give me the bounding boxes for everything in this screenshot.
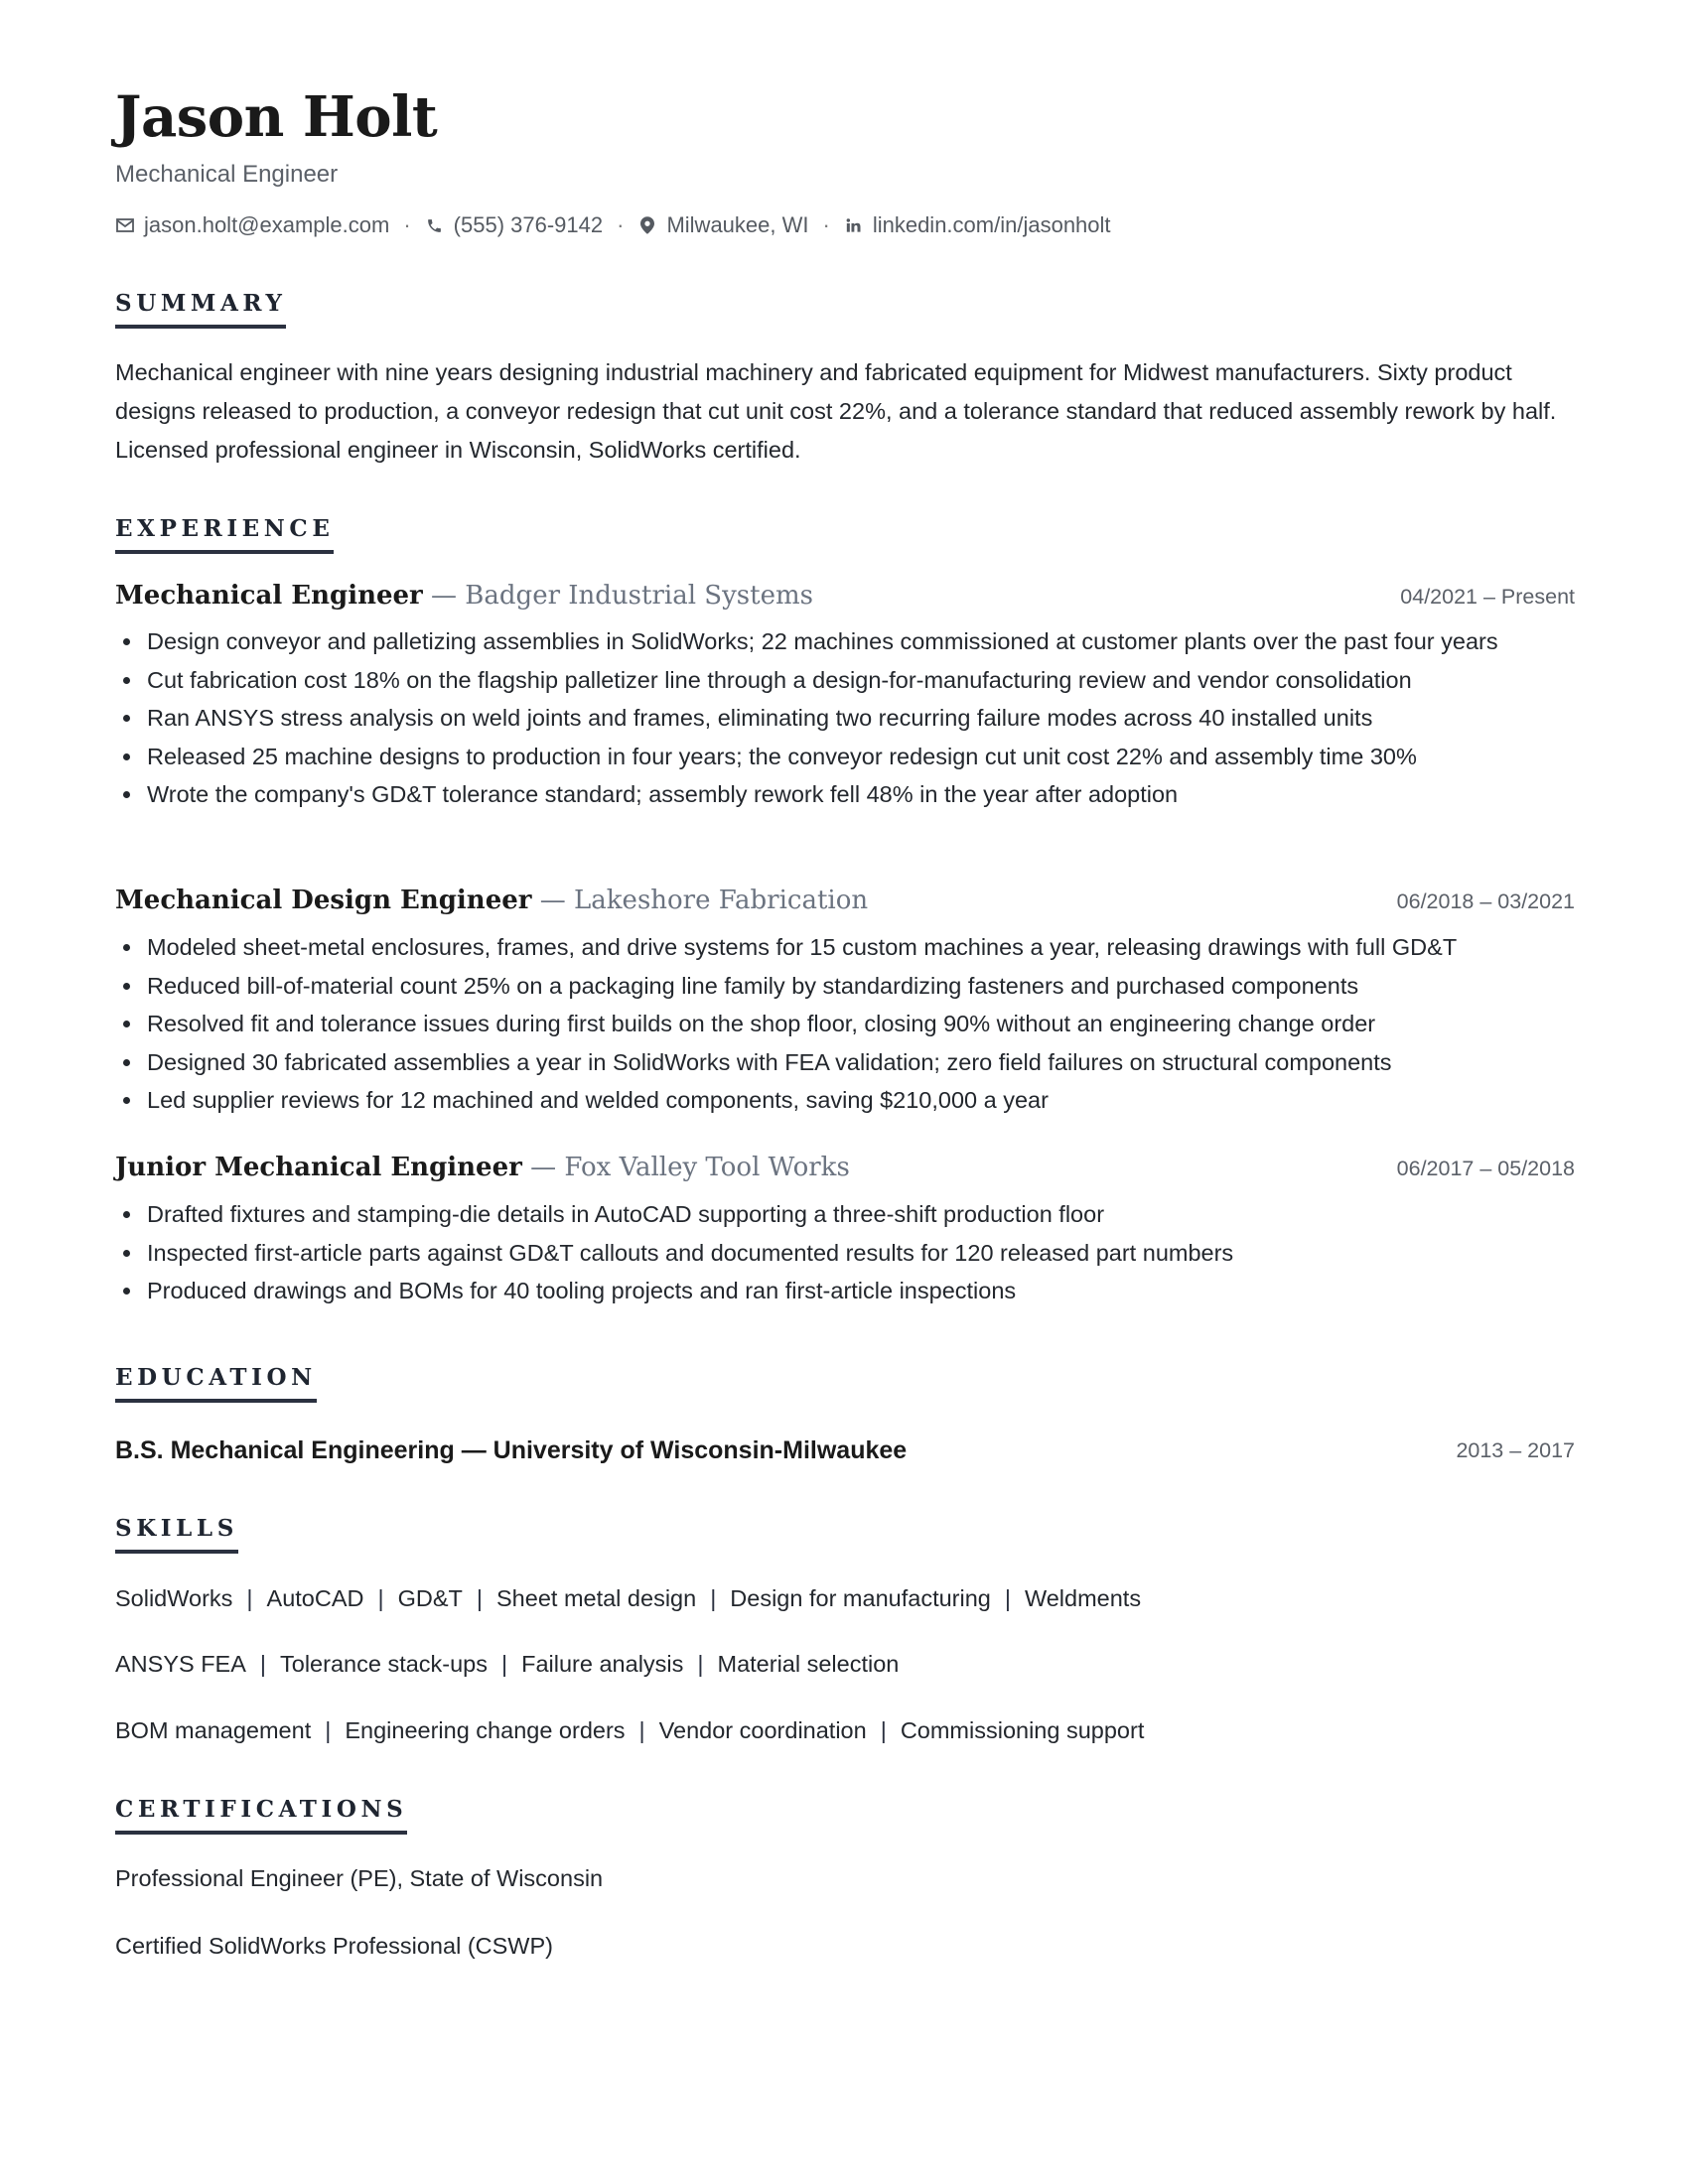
job-dates: 06/2017 – 05/2018 xyxy=(1396,1157,1575,1180)
skill-separator: | xyxy=(638,1717,645,1743)
job-dates: 04/2021 – Present xyxy=(1400,585,1575,609)
location-pin-icon xyxy=(637,215,657,235)
summary-text: Mechanical engineer with nine years designing industrial machinery and fabricated equipment for Midwest manufacturers. Sixty product designs released to production, a conveyor redesign that cut unit cost 22%, and a tolerance standard that reduced assembly rework by half. Licensed professional engineer in Wisconsin, SolidWorks certified. xyxy=(115,359,1557,463)
job-title: Mechanical Design Engineer xyxy=(115,886,532,915)
education-degree: B.S. Mechanical Engineering — University of Wisconsin-Milwaukee xyxy=(115,1436,908,1464)
job-company: — Lakeshore Fabrication xyxy=(531,886,869,915)
job-title: Junior Mechanical Engineer xyxy=(115,1153,522,1182)
contact-separator: · xyxy=(822,212,830,237)
education-entry xyxy=(115,1433,1575,1468)
job-dates: 06/2018 – 03/2021 xyxy=(1396,889,1575,913)
section-title-education: EDUCATION xyxy=(115,1363,317,1403)
contact-bar xyxy=(115,210,1111,240)
contact-separator: · xyxy=(617,212,625,237)
skills-row xyxy=(115,1647,899,1681)
skills-row xyxy=(115,1713,1144,1747)
job-bullets xyxy=(115,622,1607,814)
job-header xyxy=(115,883,1575,918)
skill-item: Commissioning support xyxy=(900,1717,1145,1743)
job-company: — Badger Industrial Systems xyxy=(422,581,813,611)
contact-separator: · xyxy=(403,212,411,237)
contact-email[interactable] xyxy=(115,210,389,240)
list-item: Resolved fit and tolerance issues during first builds on the shop floor, closing 90% without an engineering change order xyxy=(147,1005,1607,1043)
certification-item: Certified SolidWorks Professional (CSWP) xyxy=(115,1933,553,1959)
skill-item: Failure analysis xyxy=(521,1651,684,1677)
skills-row xyxy=(115,1581,1141,1615)
list-item: Cut fabrication cost 18% on the flagship palletizer line through a design-for-manufacturing review and vendor consolidation xyxy=(147,661,1607,700)
skill-separator: | xyxy=(259,1651,267,1677)
list-item: Reduced bill-of-material count 25% on a packaging line family by standardizing fasteners and purchased components xyxy=(147,967,1607,1006)
skill-item: Vendor coordination xyxy=(658,1717,867,1743)
email-text[interactable]: jason.holt@example.com xyxy=(144,212,390,237)
skill-separator: | xyxy=(880,1717,887,1743)
list-item: Designed 30 fabricated assemblies a year in SolidWorks with FEA validation; zero field failures on structural components xyxy=(147,1043,1607,1082)
list-item: Inspected first-article parts against GD&T callouts and documented results for 120 released part numbers xyxy=(147,1234,1607,1273)
skill-item: ANSYS FEA xyxy=(115,1651,246,1677)
list-item: Drafted fixtures and stamping-die details in AutoCAD supporting a three-shift production floor xyxy=(147,1195,1607,1234)
candidate-name: Jason Holt xyxy=(115,84,438,150)
skill-item: SolidWorks xyxy=(115,1585,233,1611)
contact-linkedin[interactable] xyxy=(844,210,1111,240)
location-text: Milwaukee, WI xyxy=(666,212,809,237)
list-item: Led supplier reviews for 12 machined and welded components, saving $210,000 a year xyxy=(147,1081,1607,1120)
skill-item: Tolerance stack-ups xyxy=(280,1651,489,1677)
skill-separator: | xyxy=(697,1651,704,1677)
list-item: Produced drawings and BOMs for 40 tooling projects and ran first-article inspections xyxy=(147,1272,1607,1310)
job-header xyxy=(115,1150,1575,1185)
job-company: — Fox Valley Tool Works xyxy=(521,1153,850,1182)
list-item: Modeled sheet-metal enclosures, frames, and drive systems for 15 custom machines a year, releasing drawings with full GD&T xyxy=(147,928,1607,967)
skill-separator: | xyxy=(710,1585,717,1611)
skill-item: BOM management xyxy=(115,1717,312,1743)
contact-location xyxy=(637,210,808,240)
skill-item: Sheet metal design xyxy=(496,1585,697,1611)
skill-item: Weldments xyxy=(1024,1585,1142,1611)
skill-item: GD&T xyxy=(397,1585,463,1611)
skill-separator: | xyxy=(1004,1585,1011,1611)
skill-separator: | xyxy=(325,1717,332,1743)
contact-phone[interactable] xyxy=(425,210,603,240)
section-title-summary: SUMMARY xyxy=(115,289,286,329)
section-title-skills: SKILLS xyxy=(115,1514,238,1554)
skill-item: Design for manufacturing xyxy=(730,1585,991,1611)
skill-separator: | xyxy=(476,1585,483,1611)
certification-item: Professional Engineer (PE), State of Wisconsin xyxy=(115,1865,604,1891)
skill-separator: | xyxy=(501,1651,508,1677)
job-title: Mechanical Engineer xyxy=(115,581,423,611)
section-title-certifications: CERTIFICATIONS xyxy=(115,1795,407,1835)
linkedin-text[interactable]: linkedin.com/in/jasonholt xyxy=(872,212,1111,237)
skill-separator: | xyxy=(377,1585,384,1611)
envelope-icon xyxy=(115,215,135,235)
candidate-role: Mechanical Engineer xyxy=(115,161,339,188)
skill-item: Material selection xyxy=(717,1651,900,1677)
phone-text[interactable]: (555) 376-9142 xyxy=(453,212,604,237)
list-item: Ran ANSYS stress analysis on weld joints and frames, eliminating two recurring failure modes across 40 installed units xyxy=(147,699,1607,738)
section-title-experience: EXPERIENCE xyxy=(115,514,334,554)
skill-item: Engineering change orders xyxy=(345,1717,626,1743)
linkedin-icon xyxy=(844,215,864,235)
education-dates: 2013 – 2017 xyxy=(1456,1438,1575,1462)
job-bullets xyxy=(115,928,1607,1120)
list-item: Design conveyor and palletizing assemblies in SolidWorks; 22 machines commissioned at customer plants over the past four years xyxy=(147,622,1607,661)
list-item: Wrote the company's GD&T tolerance standard; assembly rework fell 48% in the year after adoption xyxy=(147,775,1607,814)
skill-separator: | xyxy=(246,1585,253,1611)
job-header xyxy=(115,578,1575,614)
phone-icon xyxy=(425,215,445,235)
skill-item: AutoCAD xyxy=(266,1585,364,1611)
job-bullets xyxy=(115,1195,1607,1310)
list-item: Released 25 machine designs to production in four years; the conveyor redesign cut unit cost 22% and assembly time 30% xyxy=(147,738,1607,776)
